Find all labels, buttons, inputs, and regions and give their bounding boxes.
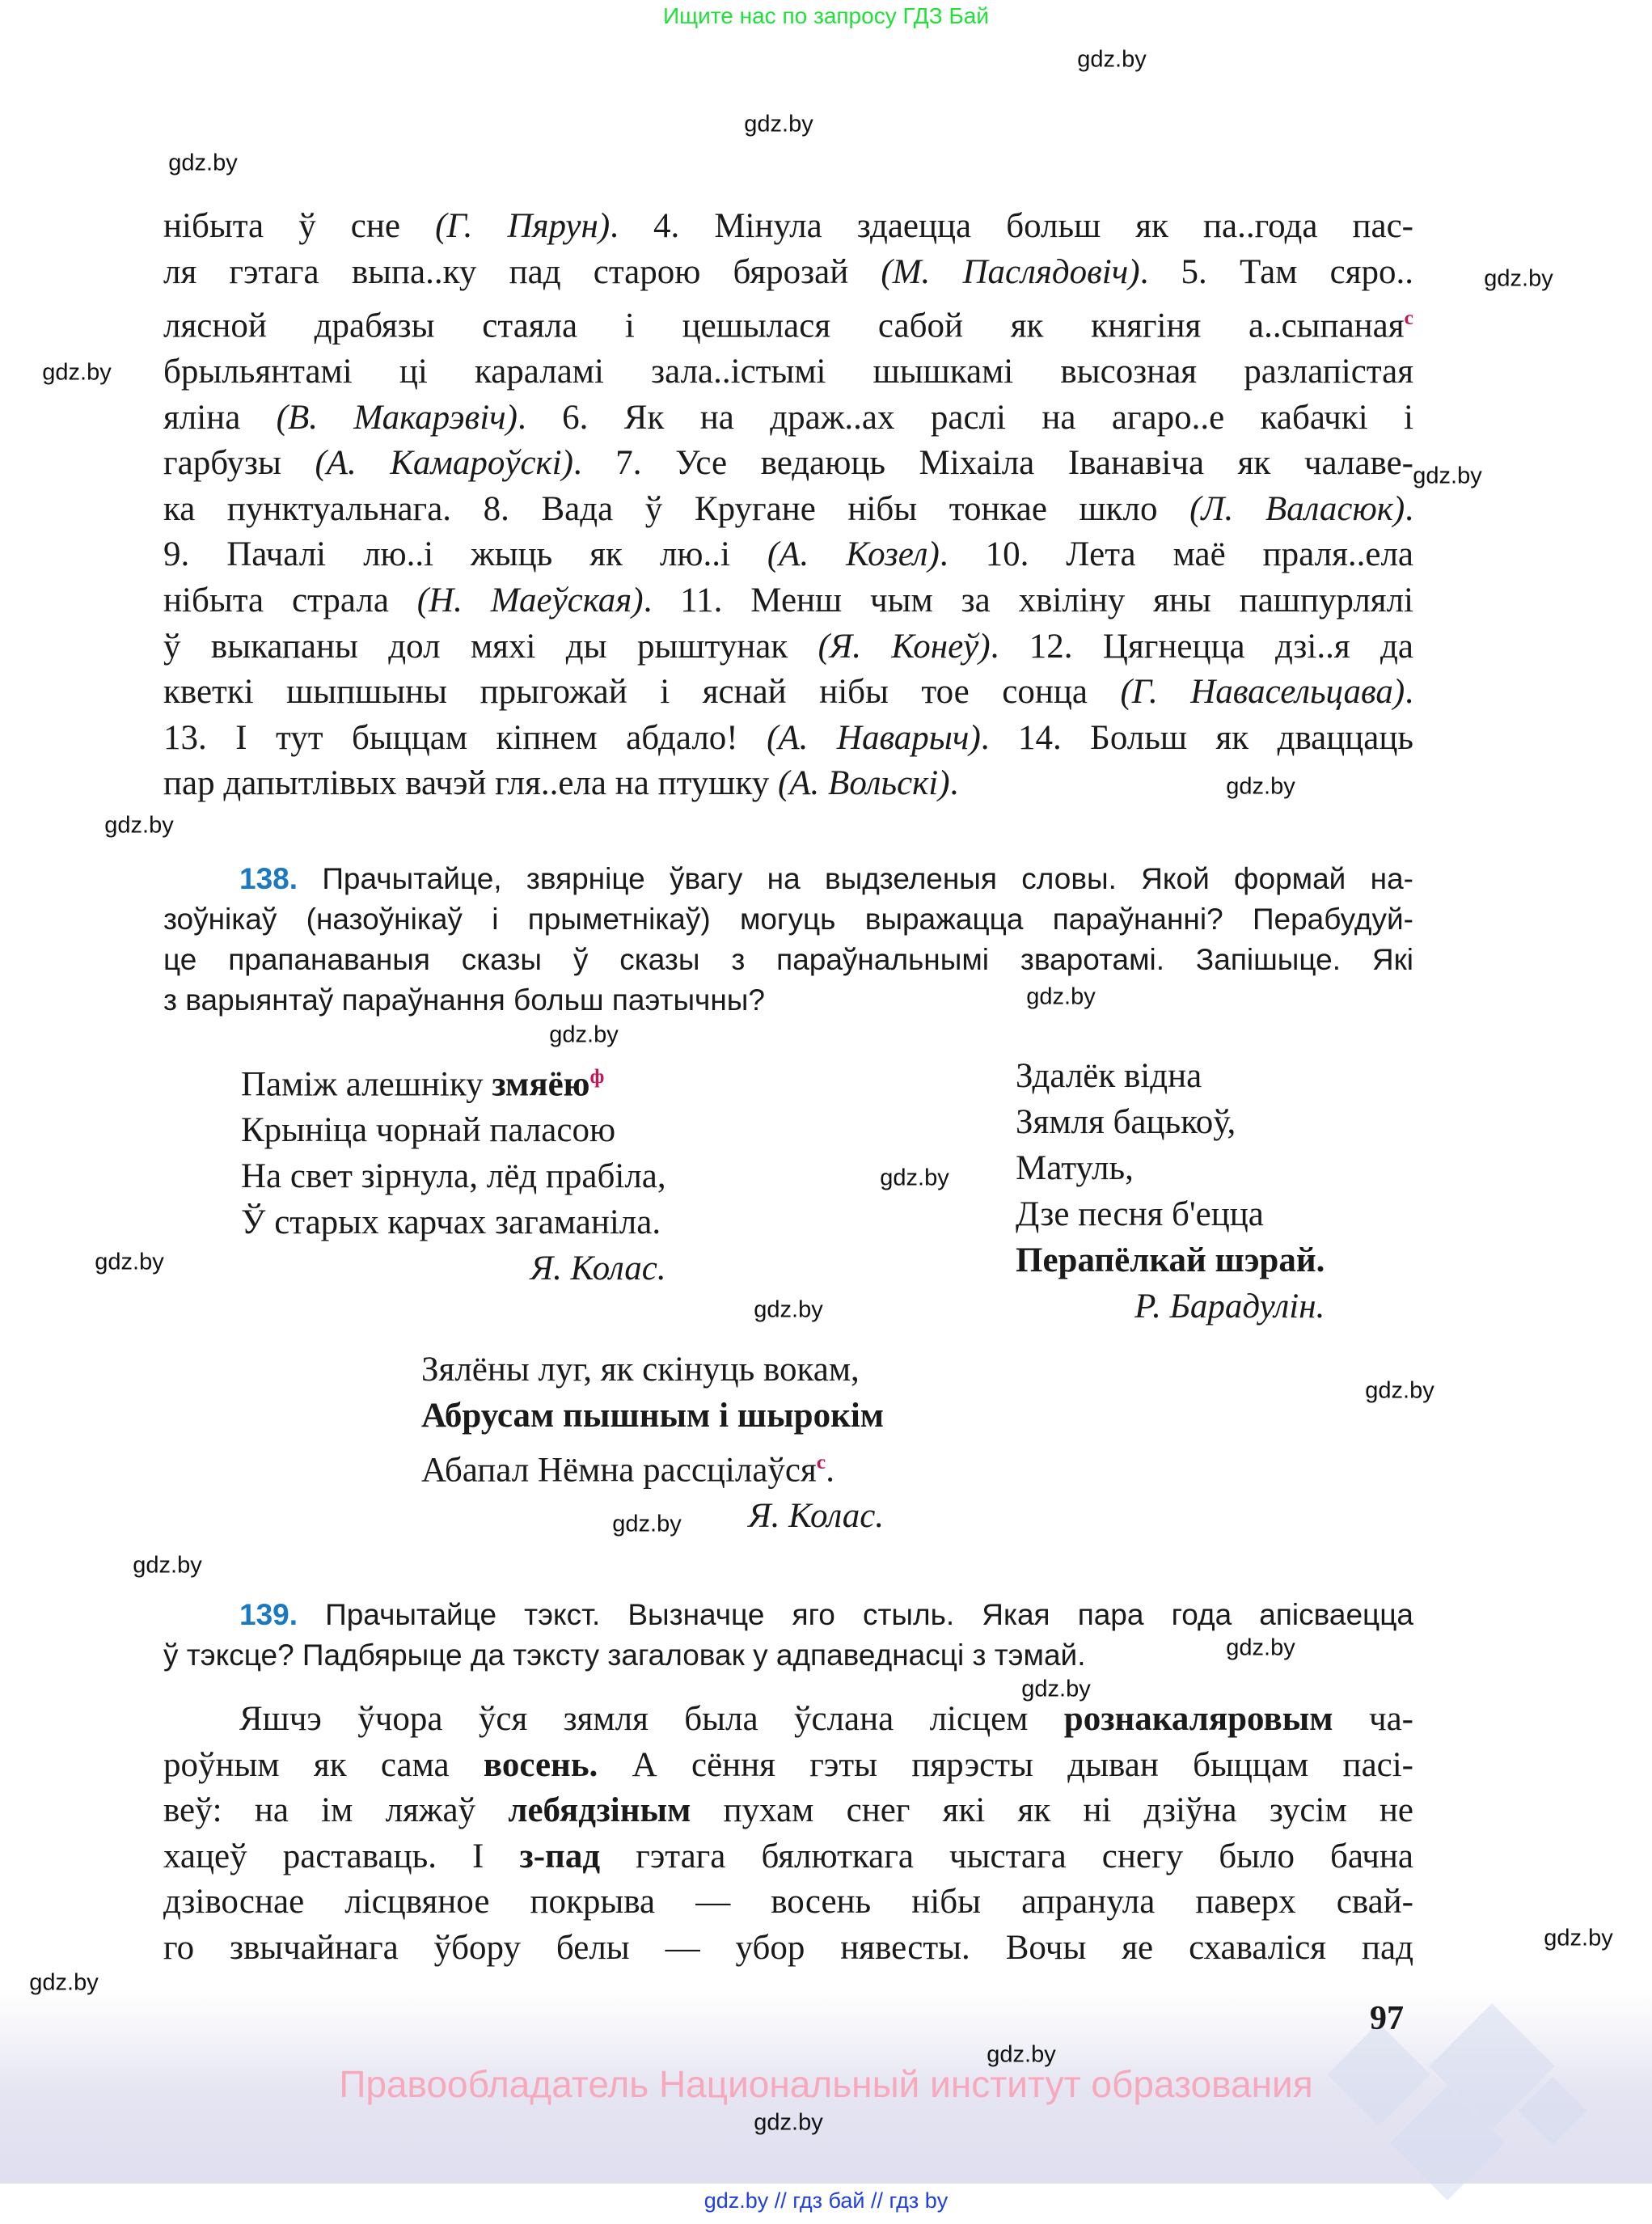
text-line xyxy=(163,532,1413,578)
text-segment: . 14. Больш як дваццаць xyxy=(980,718,1413,757)
text-segment: пар дапытлівых вачэй гля..ела на птушку xyxy=(163,764,778,803)
watermark: gdz.by xyxy=(1544,1925,1613,1951)
text-line xyxy=(241,1107,666,1153)
watermark: gdz.by xyxy=(42,359,112,386)
text-segment: ў выкапаны дол мяхі ды рыштунак xyxy=(163,627,818,666)
text-segment: . 7. Усе ведаюць Міхаіла Іванавіча як чалаве- xyxy=(572,444,1413,483)
exercise-text xyxy=(163,204,1413,807)
task-number: 138. xyxy=(239,862,298,895)
watermark: gdz.by xyxy=(1365,1377,1434,1404)
text-line xyxy=(163,1697,1413,1743)
task-number: 139. xyxy=(239,1598,298,1631)
text-segment: кветкі шыпшыны прыгожай і яснай нібы тое сонца xyxy=(163,673,1121,712)
watermark: gdz.by xyxy=(1226,773,1295,800)
text-line xyxy=(163,349,1413,395)
text-segment: Прачытайце, звярніце ўвагу на выдзеленыя словы. Якой формай на- xyxy=(298,862,1413,895)
watermark: gdz.by xyxy=(880,1165,949,1191)
text-segment: . xyxy=(1405,673,1413,712)
poem-third-author: Я. Колас. xyxy=(748,1497,885,1536)
text-line xyxy=(163,980,1413,1021)
watermark: gdz.by xyxy=(133,1552,202,1579)
text-segment: . xyxy=(1405,489,1413,528)
footnote-mark: ф xyxy=(589,1064,605,1088)
text-segment: Зямля бацькоў, xyxy=(1016,1103,1236,1141)
text-line xyxy=(163,578,1413,624)
poem-third-lines xyxy=(421,1347,884,1493)
text-line xyxy=(163,295,1413,349)
text-line xyxy=(241,1153,666,1199)
text-segment: А сёння гэты пярэсты дыван быццам пасі- xyxy=(598,1745,1414,1784)
watermark: gdz.by xyxy=(612,1511,682,1537)
text-segment: Прачытайце тэкст. Вызначце яго стыль. Якая пара года апісваецца xyxy=(298,1598,1413,1631)
text-segment: (Г. Навасельцава) xyxy=(1120,673,1405,712)
watermark: gdz.by xyxy=(95,1249,164,1275)
text-line xyxy=(163,1595,1413,1635)
watermark: gdz.by xyxy=(744,111,813,137)
text-line xyxy=(1016,1053,1325,1099)
text-segment: веў: на ім ляжаў xyxy=(163,1791,509,1830)
text-line xyxy=(241,1199,666,1245)
text-line xyxy=(163,670,1413,716)
text-segment: пухам снег які як ні дзіўна зусім не xyxy=(691,1791,1413,1830)
text-segment: . 12. Цягнецца дзі..я да xyxy=(990,627,1413,666)
watermark: gdz.by xyxy=(754,2109,823,2136)
text-segment: . xyxy=(949,764,959,803)
footnote-mark: с xyxy=(1404,306,1413,330)
text-segment: брыльянтамі ці караламі зала..істымі шышкамі высозная разлапістая xyxy=(163,353,1413,391)
watermark: gdz.by xyxy=(168,150,238,176)
text-segment: (Н. Маеўская) xyxy=(416,581,644,620)
text-segment: . 6. Як на драж..ах раслі на агаро..е кабачкі і xyxy=(518,398,1413,437)
text-line xyxy=(163,395,1413,442)
text-segment: Зялёны луг, як скінуць вокам, xyxy=(421,1351,860,1389)
text-segment: Крыніца чорнай паласою xyxy=(241,1111,616,1150)
text-segment: Перапёлкай шэрай. xyxy=(1016,1241,1325,1279)
text-segment: На свет зірнула, лёд прабіла, xyxy=(241,1157,666,1196)
text-line xyxy=(421,1439,884,1493)
text-line xyxy=(163,204,1413,250)
text-segment: (Г. Пярун) xyxy=(435,207,611,245)
watermark: gdz.by xyxy=(549,1021,619,1048)
text-line xyxy=(421,1347,884,1393)
text-segment: го звычайнага ўбору белы — убор нявесты. Вочы яе схаваліся пад xyxy=(163,1928,1413,1967)
text-segment: з варыянтаў параўнання больш паэтычны? xyxy=(163,983,765,1017)
watermark: gdz.by xyxy=(1226,1634,1295,1661)
text-line xyxy=(241,1053,666,1107)
text-segment: (А. Наварыч) xyxy=(767,718,981,757)
text-segment: яліна xyxy=(163,398,277,437)
text-segment: хацеў раставаць. І xyxy=(163,1837,520,1875)
text-segment: (А. Вольскі) xyxy=(777,764,950,803)
text-segment: Абапал Нёмна рассцілаўся xyxy=(421,1451,817,1490)
task-138 xyxy=(163,859,1413,1021)
text-segment: зоўнікаў (назоўнікаў і прыметнікаў) могуць выражацца параўнанні? Перабудуй- xyxy=(163,903,1413,936)
text-line xyxy=(163,1743,1413,1789)
text-segment: змяёю xyxy=(492,1065,590,1104)
copyright-notice: Правообладатель Национальный институт образования xyxy=(339,2063,1313,2105)
text-segment: (А. Камароўскі) xyxy=(315,444,573,483)
watermark: gdz.by xyxy=(1077,46,1147,73)
text-line xyxy=(163,940,1413,980)
text-line xyxy=(163,899,1413,940)
poem-left-author: Я. Колас. xyxy=(530,1249,666,1288)
watermark: gdz.by xyxy=(1413,463,1482,489)
text-segment: лясной драбязы стаяла і цешылася сабой як княгіня а..сыпаная xyxy=(163,307,1405,345)
poem-left-lines xyxy=(241,1053,666,1245)
text-line xyxy=(1016,1237,1325,1283)
watermark: gdz.by xyxy=(1026,983,1096,1010)
text-line xyxy=(163,1788,1413,1834)
text-segment: рознакаляровым xyxy=(1063,1700,1333,1738)
text-segment: нібыта страла xyxy=(163,581,417,620)
text-segment: Здалёк відна xyxy=(1016,1057,1202,1095)
text-segment: Яшчэ ўчора ўся зямля была ўслана лісцем xyxy=(239,1700,1064,1738)
watermark: gdz.by xyxy=(29,1969,99,1996)
watermark: gdz.by xyxy=(1484,265,1553,292)
text-segment: нібыта ў сне xyxy=(163,207,436,245)
text-line xyxy=(163,624,1413,670)
text-segment: . 5. Там сяро.. xyxy=(1139,252,1414,291)
page-number: 97 xyxy=(1370,2000,1404,2037)
poem-left xyxy=(241,1053,666,1292)
text-segment: (Я. Конеў) xyxy=(818,627,991,666)
text-segment: ў тэксце? Падбярыце да тэксту загаловак у адпаведнасці з тэмай. xyxy=(163,1638,1086,1672)
footer-links[interactable]: gdz.by // гдз бай // гдз by xyxy=(703,2188,949,2213)
text-segment: (М. Паслядовіч) xyxy=(881,252,1140,291)
text-line xyxy=(163,250,1413,296)
text-segment: гарбузы xyxy=(163,444,315,483)
text-line xyxy=(1016,1099,1325,1145)
text-line xyxy=(163,859,1413,899)
text-line xyxy=(421,1393,884,1439)
top-note: Ищите нас по запросу ГДЗ Бай xyxy=(662,3,990,28)
text-segment: (В. Макарэвіч) xyxy=(276,398,518,437)
text-segment: це прапанаваныя сказы ў сказы з параўнальнымі зваротамі. Запішыце. Які xyxy=(163,943,1413,976)
text-segment: . xyxy=(826,1451,834,1490)
text-line xyxy=(163,487,1413,533)
text-segment: Ў старых карчах загаманіла. xyxy=(241,1203,661,1242)
text-segment: восень. xyxy=(483,1745,598,1784)
text-segment: гэтага бялюткага чыстага снегу было бачна xyxy=(600,1837,1413,1875)
text-segment: ча- xyxy=(1333,1700,1414,1738)
text-segment: (Л. Валасюк) xyxy=(1189,489,1405,528)
text-segment: Паміж алешніку xyxy=(241,1065,492,1104)
text-segment: ля гэтага выпа..ку пад старою бярозай xyxy=(163,252,881,291)
watermark: gdz.by xyxy=(104,812,174,839)
text-segment: . 10. Лета маё праля..ела xyxy=(939,535,1413,574)
text-line xyxy=(1016,1191,1325,1237)
text-segment: з-пад xyxy=(519,1837,601,1875)
text-line xyxy=(163,1926,1413,1972)
text-segment: дзівоснае лісцвяное покрыва — восень нібы апранула паверх свай- xyxy=(163,1883,1413,1922)
text-line xyxy=(163,1834,1413,1880)
poem-right xyxy=(1016,1053,1325,1330)
text-segment: . 11. Менш чым за хвіліну яны пашпурлялі xyxy=(643,581,1413,620)
poem-right-author: Р. Барадулін. xyxy=(1134,1287,1325,1326)
text-line xyxy=(163,1879,1413,1926)
watermark: gdz.by xyxy=(1021,1676,1091,1702)
watermark: gdz.by xyxy=(987,2041,1056,2068)
text-segment: Дзе песня б'ецца xyxy=(1016,1195,1264,1233)
text-segment: Абрусам пышным і шырокім xyxy=(421,1397,885,1435)
text-line xyxy=(163,716,1413,762)
text-segment: Матуль, xyxy=(1016,1149,1134,1187)
poem-right-lines xyxy=(1016,1053,1325,1283)
text-segment: 9. Пачалі лю..і жыць як лю..і xyxy=(163,535,767,574)
text-segment: ка пунктуальнага. 8. Вада ў Кругане нібы тонкае шкло xyxy=(163,489,1190,528)
text-segment: (А. Козел) xyxy=(767,535,940,574)
task-139-text xyxy=(163,1697,1413,1972)
watermark: gdz.by xyxy=(754,1296,823,1323)
text-segment: 13. І тут быццам кіпнем абдало! xyxy=(163,718,767,757)
text-segment: роўным як сама xyxy=(163,1745,484,1784)
text-line xyxy=(163,441,1413,487)
text-segment: лебядзіным xyxy=(508,1791,691,1830)
text-line xyxy=(1016,1145,1325,1191)
footnote-mark: с xyxy=(816,1450,826,1474)
text-segment: . 4. Мінула здаецца больш як па..года пас- xyxy=(610,207,1413,245)
